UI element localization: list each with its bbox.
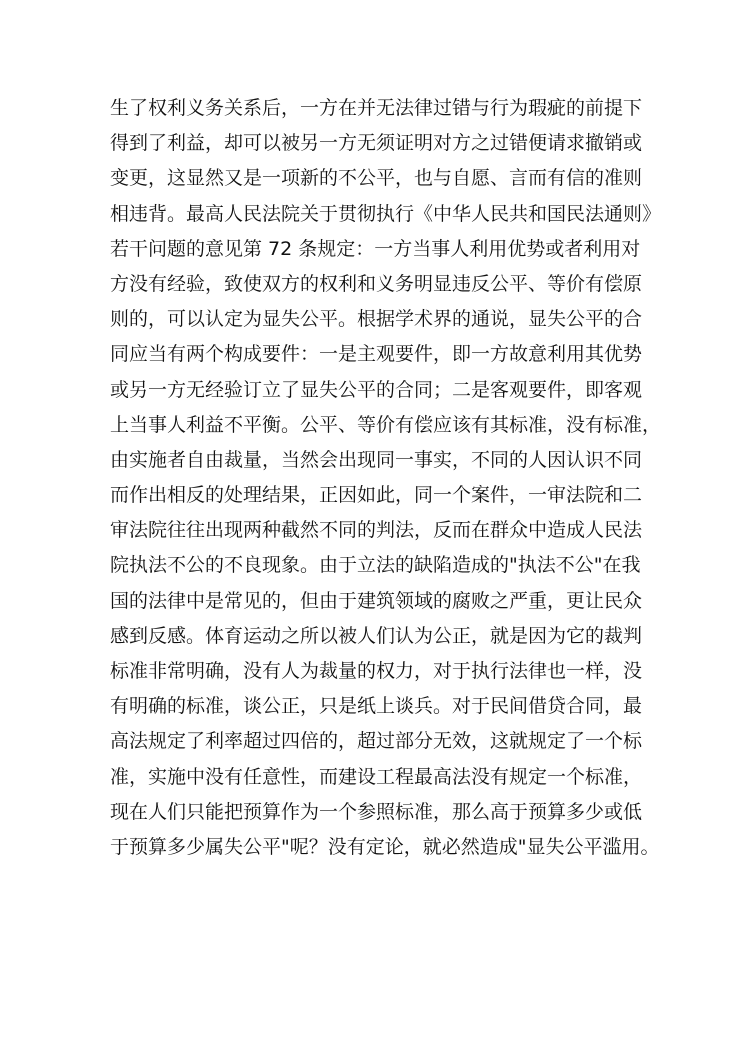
text-line: 由实施者自由裁量，当然会出现同一事实，不同的人因认识不同: [110, 448, 643, 471]
text-line: 标准非常明确，没有人为裁量的权力，对于执行法律也一样，没: [110, 660, 643, 682]
text-line: 变更，这显然又是一项新的不公平，也与自愿、言而有信的准则: [110, 167, 643, 190]
text-line: 高法规定了利率超过四倍的，超过部分无效，这就规定了一个标: [110, 730, 643, 753]
text-line: 或另一方无经验订立了显失公平的合同；二是客观要件，即客观: [110, 378, 643, 401]
text-line: 于预算多少属失公平"呢？没有定论，就必然造成"显失公平滥用。: [110, 835, 660, 858]
text-line: 得到了利益，却可以被另一方无须证明对方之过错便请求撤销或: [110, 132, 643, 155]
text-line: 准，实施中没有任意性，而建设工程最高法没有规定一个标准，: [110, 765, 643, 788]
text-line: 若干问题的意见第 72 条规定：一方当事人利用优势或者利用对: [110, 237, 641, 260]
text-line: 上当事人利益不平衡。公平、等价有偿应该有其标准，没有标准，: [110, 413, 662, 436]
text-line: 则的，可以认定为显失公平。根据学术界的通说，显失公平的合: [110, 308, 643, 331]
text-line: 感到反感。体育运动之所以被人们认为公正，就是因为它的裁判: [110, 624, 643, 647]
text-line: 生了权利义务关系后，一方在并无法律过错与行为瑕疵的前提下: [110, 97, 643, 119]
text-line: 现在人们只能把预算作为一个参照标准，那么高于预算多少或低: [110, 800, 643, 823]
text-line: 国的法律中是常见的，但由于建筑领域的腐败之严重，更让民众: [110, 589, 643, 612]
text-line: 院执法不公的不良现象。由于立法的缺陷造成的"执法不公"在我: [110, 554, 641, 577]
text-line: 审法院往往出现两种截然不同的判法，反而在群众中造成人民法: [110, 519, 643, 542]
text-line: 方没有经验，致使双方的权利和义务明显违反公平、等价有偿原: [110, 272, 643, 295]
text-line: 而作出相反的处理结果，正因如此，同一个案件，一审法院和二: [110, 484, 643, 507]
body-paragraph: [110, 91, 662, 865]
text-line: 同应当有两个构成要件：一是主观要件，即一方故意利用其优势: [110, 343, 643, 366]
text-line: 有明确的标准，谈公正，只是纸上谈兵。对于民间借贷合同，最: [110, 695, 643, 718]
text-line: 相违背。最高人民法院关于贯彻执行《中华人民共和国民法通则》: [110, 202, 662, 225]
